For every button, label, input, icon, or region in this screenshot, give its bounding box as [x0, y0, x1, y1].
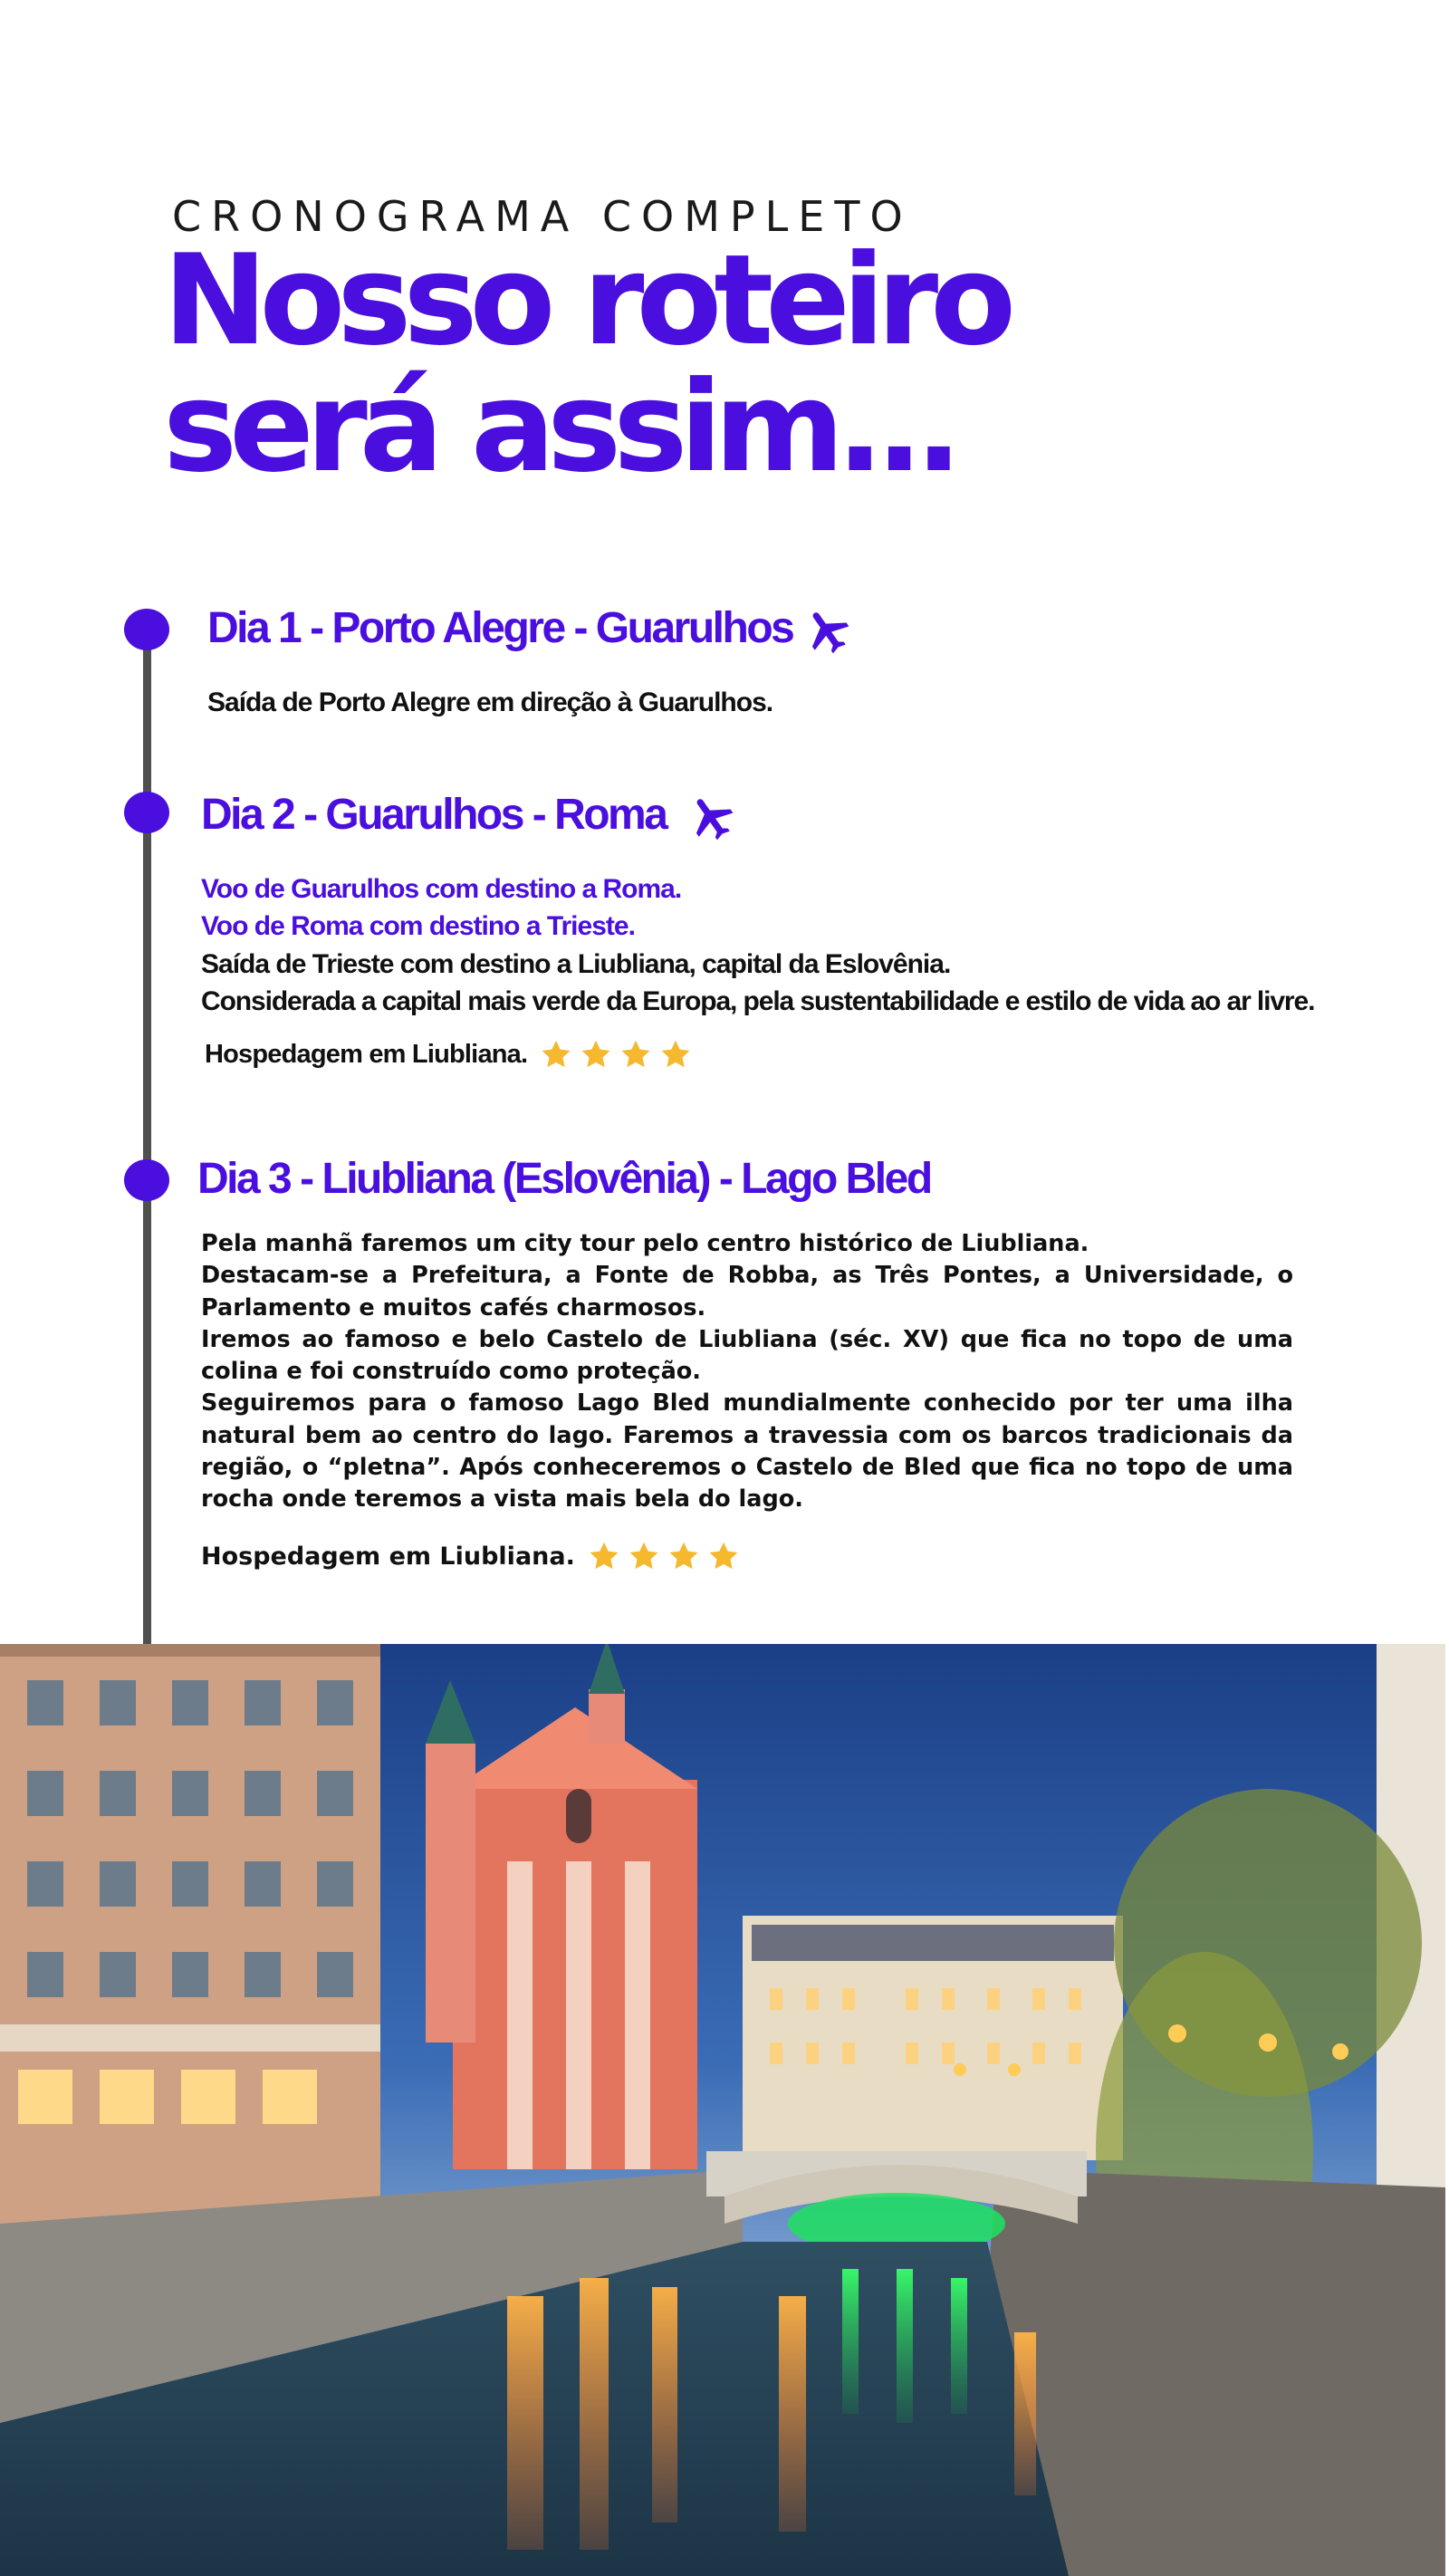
day3-description [201, 1228, 1293, 1516]
day1-title-text: Dia 1 - Porto Alegre - Guarulhos [207, 604, 793, 652]
star-icon [588, 1540, 620, 1572]
day3-paragraph-4: Seguiremos para o famoso Lago Bled mundialmente conhecido por ter uma ilha natural bem ao centro do lago. Faremos a travessia com os barcos tradicionais da região, o “pletna”. Após conheceremos o Castelo de Bled que fica no topo de uma rocha onde teremos a vista mais bela do lago. [201, 1389, 1293, 1514]
day3-paragraph-3: Iremos ao famoso e belo Castelo de Liubliana (séc. XV) que fica no topo de uma colina e foi construído como proteção. [201, 1325, 1293, 1386]
day3-paragraph-2: Destacam-se a Prefeitura, a Fonte de Robba, as Três Pontes, a Universidade, o Parlamento e muitos cafés charmosos. [201, 1262, 1293, 1322]
airplane-icon [682, 791, 742, 843]
day2-line-1: Saída de Trieste com destino a Liubliana, capital da Eslovênia. [201, 949, 951, 979]
timeline-dot-day3 [124, 1159, 169, 1201]
day1-title [207, 603, 858, 657]
page-title [163, 227, 1009, 500]
timeline-line [143, 625, 151, 1648]
day2-lodging-text: Hospedagem em Liubliana. [205, 1039, 528, 1069]
star-icon [540, 1038, 572, 1071]
day3-lodging-text: Hospedagem em Liubliana. [201, 1542, 575, 1571]
rating-stars [540, 1038, 692, 1071]
day2-title [201, 790, 742, 843]
star-icon [628, 1540, 660, 1572]
star-icon [619, 1038, 652, 1071]
timeline-dot-day2 [124, 792, 169, 833]
star-icon [667, 1540, 700, 1572]
title-line-1: Nosso roteiro [163, 227, 1009, 373]
day2-flight-2: Voo de Roma com destino a Trieste. [201, 911, 635, 941]
star-icon [580, 1038, 612, 1071]
timeline-dot-day1 [124, 609, 169, 650]
airplane-icon [798, 604, 858, 657]
rating-stars [588, 1540, 740, 1572]
star-icon [707, 1540, 740, 1572]
section-eyebrow: CRONOGRAMA COMPLETO [172, 192, 913, 241]
day1-line-1: Saída de Porto Alegre em direção à Guarulhos. [207, 687, 773, 717]
day2-line-2: Considerada a capital mais verde da Europa, pela sustentabilidade e estilo de vida ao ar livre. [201, 986, 1315, 1016]
day2-title-text: Dia 2 - Guarulhos - Roma [201, 791, 667, 839]
day2-flight-1: Voo de Guarulhos com destino a Roma. [201, 874, 682, 904]
day3-lodging [201, 1540, 740, 1572]
ljubljana-photo [0, 1644, 1445, 2576]
day3-paragraph-1: Pela manhã faremos um city tour pelo centro histórico de Liubliana. [201, 1230, 1089, 1257]
title-line-2: será assim... [163, 354, 955, 500]
day2-lodging [205, 1038, 692, 1071]
star-icon [659, 1038, 692, 1071]
day3-title: Dia 3 - Liubliana (Eslovênia) - Lago Bled [197, 1155, 931, 1203]
